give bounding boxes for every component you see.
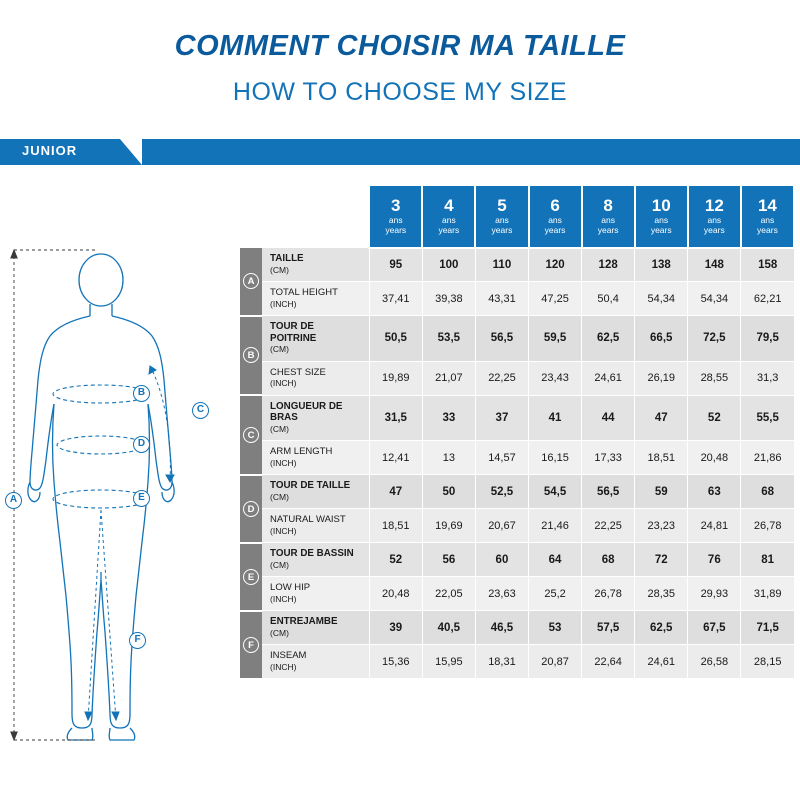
- cell-c-cm-0: 31,5: [369, 395, 422, 441]
- size-unit-en-6: years: [703, 225, 725, 235]
- cell-a-cm-3: 120: [529, 248, 582, 282]
- page-title-fr: COMMENT CHOISIR MA TAILLE: [174, 30, 626, 62]
- letter-badge-e: E: [243, 569, 259, 585]
- size-column-header-6: [688, 186, 741, 248]
- cell-e-inch-2: 23,63: [475, 577, 528, 611]
- cell-b-cm-7: 79,5: [741, 316, 794, 362]
- measurement-label-a-inch: [262, 282, 369, 316]
- size-unit-fr-5: ans: [654, 215, 669, 225]
- cell-f-cm-7: 71,5: [741, 611, 794, 645]
- size-column-header-7: [741, 186, 794, 248]
- size-chart-table: [240, 186, 795, 680]
- cell-c-cm-6: 52: [688, 395, 741, 441]
- measurement-letter-e: [240, 543, 262, 611]
- measurement-label-e-inch: [262, 577, 369, 611]
- measurement-label-b-cm: [262, 316, 369, 362]
- cell-c-inch-0: 12,41: [369, 441, 422, 475]
- cell-d-inch-7: 26,78: [741, 509, 794, 543]
- cell-b-cm-6: 72,5: [688, 316, 741, 362]
- cell-f-cm-1: 40,5: [422, 611, 475, 645]
- cell-d-cm-6: 63: [688, 475, 741, 509]
- label-unit: (INCH): [270, 378, 297, 388]
- measurement-label-c-cm: [262, 395, 369, 441]
- cell-e-cm-0: 52: [369, 543, 422, 577]
- cell-f-inch-3: 20,87: [529, 645, 582, 679]
- size-unit-fr-4: ans: [601, 215, 615, 225]
- cell-a-cm-4: 128: [582, 248, 635, 282]
- cell-c-inch-1: 13: [422, 441, 475, 475]
- size-column-header-4: [582, 186, 635, 248]
- table-body: [240, 248, 794, 679]
- label-unit: (CM): [270, 559, 289, 570]
- cell-e-cm-7: 81: [741, 543, 794, 577]
- label-unit: (INCH): [270, 661, 297, 672]
- size-column-header-2: [475, 186, 528, 248]
- letter-badge-a: A: [243, 273, 259, 289]
- size-number-5: 10: [651, 196, 671, 215]
- measurement-label-d-inch: [262, 509, 369, 543]
- label-unit: (INCH): [270, 525, 297, 536]
- cell-e-cm-6: 76: [688, 543, 741, 577]
- cell-c-cm-4: 44: [582, 395, 635, 441]
- cell-a-inch-1: 39,38: [422, 282, 475, 316]
- cell-e-inch-0: 20,48: [369, 577, 422, 611]
- figure-marker-e: E: [133, 490, 150, 507]
- measurement-label-a-cm: [262, 248, 369, 282]
- cell-c-inch-4: 17,33: [582, 441, 635, 475]
- size-chart-table-wrapper: [240, 186, 795, 680]
- cell-a-inch-0: 37,41: [369, 282, 422, 316]
- cell-b-inch-4: 24,61: [582, 361, 635, 395]
- cell-f-inch-6: 26,58: [688, 645, 741, 679]
- size-unit-fr-7: ans: [760, 215, 775, 225]
- cell-d-cm-2: 52,5: [475, 475, 528, 509]
- table-row: [240, 248, 794, 282]
- measurement-letter-f: [240, 611, 262, 679]
- size-unit-fr-1: ans: [442, 215, 456, 225]
- cell-e-cm-5: 72: [635, 543, 688, 577]
- body-measurement-figure: [0, 220, 240, 760]
- figure-marker-d: D: [133, 436, 150, 453]
- table-row: [240, 645, 794, 679]
- cell-c-inch-7: 21,86: [741, 441, 794, 475]
- size-unit-en-2: years: [491, 225, 513, 235]
- label-unit: (INCH): [270, 457, 297, 468]
- label-text: CHEST SIZE: [270, 366, 326, 378]
- cell-c-inch-6: 20,48: [688, 441, 741, 475]
- cell-f-inch-0: 15,36: [369, 645, 422, 679]
- size-column-header-0: [369, 186, 422, 248]
- cell-a-inch-4: 50,4: [582, 282, 635, 316]
- letter-badge-f: F: [243, 637, 259, 653]
- cell-f-inch-7: 28,15: [741, 645, 794, 679]
- table-row: [240, 395, 794, 441]
- banner-notch: [120, 139, 142, 165]
- letter-badge-d: D: [243, 501, 259, 517]
- label-text: TOUR DE TAILLE: [270, 480, 351, 491]
- size-column-header-5: [635, 186, 688, 248]
- cell-e-cm-1: 56: [422, 543, 475, 577]
- cell-b-cm-3: 59,5: [529, 316, 582, 362]
- cell-f-inch-1: 15,95: [422, 645, 475, 679]
- cell-d-cm-7: 68: [741, 475, 794, 509]
- cell-e-inch-1: 22,05: [422, 577, 475, 611]
- table-row: [240, 475, 794, 509]
- label-text: INSEAM: [270, 650, 307, 661]
- label-unit: (CM): [270, 491, 289, 502]
- cell-c-cm-7: 55,5: [741, 395, 794, 441]
- label-text: TOTAL HEIGHT: [270, 287, 338, 298]
- label-text: TOUR DE POITRINE: [270, 321, 317, 344]
- cell-e-cm-3: 64: [529, 543, 582, 577]
- cell-d-inch-4: 22,25: [582, 509, 635, 543]
- cell-f-inch-4: 22,64: [582, 645, 635, 679]
- cell-e-cm-2: 60: [475, 543, 528, 577]
- cell-b-inch-5: 26,19: [635, 361, 688, 395]
- table-row: [240, 441, 794, 475]
- cell-d-cm-3: 54,5: [529, 475, 582, 509]
- cell-a-cm-1: 100: [422, 248, 475, 282]
- size-number-7: 14: [757, 196, 777, 215]
- cell-e-cm-4: 68: [582, 543, 635, 577]
- cell-d-inch-5: 23,23: [635, 509, 688, 543]
- cell-a-inch-7: 62,21: [741, 282, 794, 316]
- cell-c-inch-3: 16,15: [529, 441, 582, 475]
- cell-d-cm-5: 59: [635, 475, 688, 509]
- cell-e-inch-6: 29,93: [688, 577, 741, 611]
- cell-d-inch-6: 24,81: [688, 509, 741, 543]
- cell-c-inch-5: 18,51: [635, 441, 688, 475]
- size-number-0: 3: [391, 196, 401, 215]
- cell-e-inch-5: 28,35: [635, 577, 688, 611]
- cell-b-cm-1: 53,5: [422, 316, 475, 362]
- table-row: [240, 611, 794, 645]
- cell-f-cm-4: 57,5: [582, 611, 635, 645]
- label-unit: (INCH): [270, 298, 297, 309]
- cell-e-inch-3: 25,2: [529, 577, 582, 611]
- cell-c-cm-2: 37: [475, 395, 528, 441]
- cell-b-cm-2: 56,5: [475, 316, 528, 362]
- table-row: [240, 282, 794, 316]
- table-row: [240, 577, 794, 611]
- letter-badge-b: B: [243, 347, 259, 363]
- label-text: LONGUEUR DE BRAS: [270, 400, 343, 423]
- size-number-4: 8: [603, 196, 613, 215]
- measurement-letter-a: [240, 248, 262, 316]
- label-unit: (CM): [270, 627, 289, 638]
- cell-c-cm-3: 41: [529, 395, 582, 441]
- cell-a-cm-0: 95: [369, 248, 422, 282]
- measurement-label-e-cm: [262, 543, 369, 577]
- size-unit-fr-2: ans: [495, 215, 509, 225]
- cell-d-cm-1: 50: [422, 475, 475, 509]
- cell-d-cm-4: 56,5: [582, 475, 635, 509]
- cell-e-inch-4: 26,78: [582, 577, 635, 611]
- table-row: [240, 509, 794, 543]
- table-header: [240, 186, 794, 248]
- label-text: TOUR DE BASSIN: [270, 548, 354, 559]
- cell-a-inch-2: 43,31: [475, 282, 528, 316]
- cell-b-inch-0: 19,89: [369, 361, 422, 395]
- cell-c-inch-2: 14,57: [475, 441, 528, 475]
- measurement-label-b-inch: [262, 361, 369, 395]
- cell-e-inch-7: 31,89: [741, 577, 794, 611]
- cell-d-inch-2: 20,67: [475, 509, 528, 543]
- figure-marker-a: A: [5, 492, 22, 509]
- measurement-letter-d: [240, 475, 262, 543]
- measurement-label-f-cm: [262, 611, 369, 645]
- label-unit: (INCH): [270, 593, 297, 604]
- header-spacer-letter: [240, 186, 262, 248]
- measurement-label-d-cm: [262, 475, 369, 509]
- label-unit: (CM): [270, 344, 289, 354]
- cell-a-cm-6: 148: [688, 248, 741, 282]
- cell-a-cm-2: 110: [475, 248, 528, 282]
- figure-marker-c: C: [192, 402, 209, 419]
- cell-d-inch-1: 19,69: [422, 509, 475, 543]
- cell-d-inch-3: 21,46: [529, 509, 582, 543]
- label-unit: (CM): [270, 423, 289, 434]
- size-unit-en-3: years: [544, 225, 566, 235]
- size-unit-en-7: years: [757, 225, 778, 235]
- cell-b-inch-3: 23,43: [529, 361, 582, 395]
- cell-b-cm-4: 62,5: [582, 316, 635, 362]
- label-text: ARM LENGTH: [270, 446, 333, 457]
- cell-b-inch-2: 22,25: [475, 361, 528, 395]
- label-text: TAILLE: [270, 253, 304, 264]
- cell-b-inch-7: 31,3: [741, 361, 794, 395]
- size-column-header-1: [422, 186, 475, 248]
- size-unit-fr-6: ans: [707, 215, 722, 225]
- cell-f-cm-6: 67,5: [688, 611, 741, 645]
- category-banner-label: JUNIOR: [22, 143, 78, 158]
- cell-f-inch-2: 18,31: [475, 645, 528, 679]
- figure-marker-f: F: [129, 632, 146, 649]
- cell-b-inch-1: 21,07: [422, 361, 475, 395]
- cell-b-inch-6: 28,55: [688, 361, 741, 395]
- size-unit-en-4: years: [597, 225, 619, 235]
- cell-a-inch-3: 47,25: [529, 282, 582, 316]
- size-unit-fr-3: ans: [548, 215, 562, 225]
- cell-b-cm-5: 66,5: [635, 316, 688, 362]
- cell-c-cm-1: 33: [422, 395, 475, 441]
- table-row: [240, 316, 794, 362]
- size-unit-en-0: years: [385, 225, 407, 235]
- cell-a-cm-5: 138: [635, 248, 688, 282]
- label-unit: (CM): [270, 264, 289, 275]
- letter-badge-c: C: [243, 427, 259, 443]
- body-silhouette-svg: [0, 220, 240, 760]
- cell-f-cm-2: 46,5: [475, 611, 528, 645]
- measurement-letter-b: [240, 316, 262, 396]
- cell-b-cm-0: 50,5: [369, 316, 422, 362]
- label-text: NATURAL WAIST: [270, 514, 346, 525]
- cell-f-cm-5: 62,5: [635, 611, 688, 645]
- size-number-6: 12: [704, 196, 724, 215]
- table-row: [240, 361, 794, 395]
- cell-f-cm-3: 53: [529, 611, 582, 645]
- size-unit-en-1: years: [438, 225, 460, 235]
- header-spacer-label: [262, 186, 369, 248]
- size-column-header-3: [529, 186, 582, 248]
- measurement-label-c-inch: [262, 441, 369, 475]
- label-text: ENTREJAMBE: [270, 616, 338, 627]
- cell-a-inch-6: 54,34: [688, 282, 741, 316]
- size-unit-en-5: years: [650, 225, 672, 235]
- cell-d-inch-0: 18,51: [369, 509, 422, 543]
- cell-f-inch-5: 24,61: [635, 645, 688, 679]
- figure-marker-b: B: [133, 385, 150, 402]
- measurement-letter-c: [240, 395, 262, 475]
- size-number-2: 5: [497, 196, 507, 215]
- cell-c-cm-5: 47: [635, 395, 688, 441]
- table-row: [240, 543, 794, 577]
- size-unit-fr-0: ans: [388, 215, 403, 225]
- page-title-en: HOW TO CHOOSE MY SIZE: [232, 78, 568, 106]
- cell-d-cm-0: 47: [369, 475, 422, 509]
- label-text: LOW HIP: [270, 582, 311, 593]
- size-number-1: 4: [444, 196, 454, 215]
- size-number-3: 6: [550, 196, 560, 215]
- measurement-label-f-inch: [262, 645, 369, 679]
- cell-f-cm-0: 39: [369, 611, 422, 645]
- cell-a-inch-5: 54,34: [635, 282, 688, 316]
- cell-a-cm-7: 158: [741, 248, 794, 282]
